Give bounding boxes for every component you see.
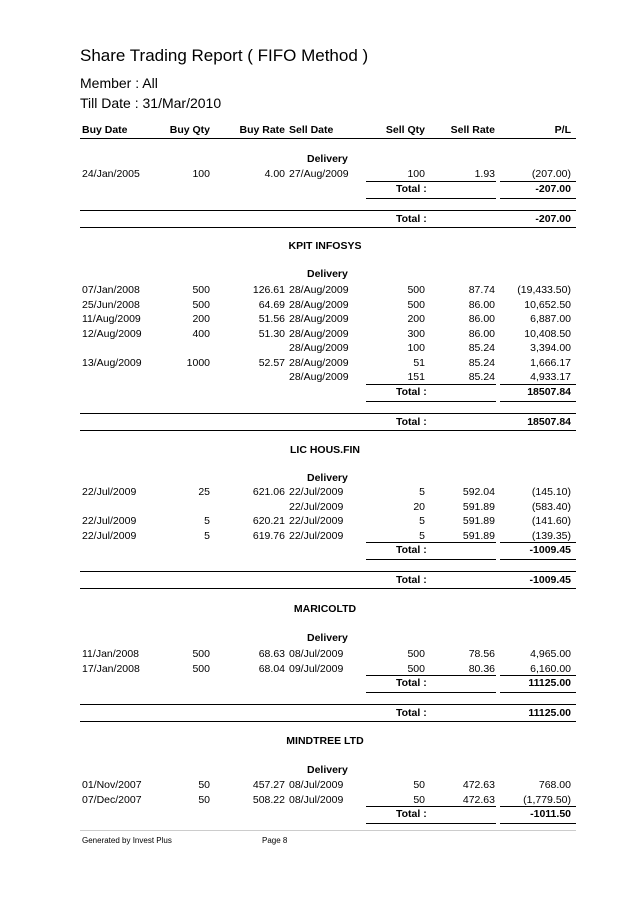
- sell-date-cell: 28/Aug/2009: [289, 327, 349, 340]
- subtotal-underline-right: [500, 559, 576, 560]
- subtotal-rule-left: [366, 675, 496, 676]
- subtotal-label: Total :: [396, 677, 427, 689]
- sell-date-cell: 27/Aug/2009: [289, 168, 349, 180]
- sell-date-cell: 28/Aug/2009: [289, 298, 349, 311]
- pl-cell: 4,965.00: [530, 648, 571, 660]
- subtotal-rule-right: [500, 542, 576, 543]
- sell-rate-cell: 86.00: [468, 327, 495, 340]
- sell-rate-cell: 591.89: [462, 529, 495, 542]
- buy-rate-cell: 620.21: [252, 515, 285, 527]
- buy-qty-cell: 200: [192, 313, 210, 325]
- grand-total-label: Total :: [396, 212, 427, 225]
- grand-total-rule-top: [80, 704, 576, 705]
- sell-rate-cell: 86.00: [468, 298, 495, 311]
- subtotal-underline-left: [366, 692, 496, 693]
- subtotal-underline-right: [500, 198, 576, 199]
- pl-cell: 3,394.00: [530, 342, 571, 354]
- grand-total-value: 11125.00: [528, 707, 571, 719]
- pl-cell: (141.60): [531, 515, 571, 527]
- subtotal-underline-left: [366, 823, 496, 824]
- buy-date-cell: 17/Jan/2008: [82, 662, 140, 675]
- sell-qty-cell: 5: [419, 529, 425, 542]
- sell-rate-cell: 85.24: [468, 371, 495, 383]
- buy-qty-cell: 100: [192, 168, 210, 180]
- sell-date-cell: 22/Jul/2009: [289, 500, 344, 513]
- sell-qty-cell: 500: [407, 662, 425, 675]
- buy-date-cell: 22/Jul/2009: [82, 529, 137, 542]
- sell-qty-cell: 20: [413, 500, 425, 513]
- col-sell-rate: Sell Rate: [450, 124, 495, 136]
- subtotal-rule-right: [500, 181, 576, 182]
- sell-date-cell: 22/Jul/2009: [289, 529, 344, 542]
- member-filter: Member : All: [80, 75, 158, 91]
- sell-date-cell: 22/Jul/2009: [289, 486, 344, 498]
- pl-cell: 6,887.00: [530, 313, 571, 325]
- sell-qty-cell: 100: [407, 168, 425, 180]
- buy-date-cell: 11/Jan/2008: [82, 648, 140, 660]
- buy-rate-cell: 52.57: [258, 356, 285, 369]
- trade-type: Delivery: [307, 764, 348, 776]
- buy-qty-cell: 1000: [186, 356, 210, 369]
- sell-rate-cell: 78.56: [468, 648, 495, 660]
- sell-date-cell: 28/Aug/2009: [289, 284, 349, 296]
- sell-qty-cell: 151: [407, 371, 425, 383]
- subtotal-underline-right: [500, 401, 576, 402]
- col-buy-date: Buy Date: [82, 124, 128, 136]
- pl-cell: (207.00): [531, 168, 571, 180]
- buy-qty-cell: 50: [198, 779, 210, 791]
- sell-date-cell: 28/Aug/2009: [289, 313, 349, 325]
- subtotal-value: -1009.45: [529, 544, 571, 556]
- buy-date-cell: 07/Jan/2008: [82, 284, 140, 296]
- subtotal-underline-right: [500, 823, 576, 824]
- buy-rate-cell: 68.63: [258, 648, 285, 660]
- col-buy-rate: Buy Rate: [239, 124, 285, 136]
- buy-rate-cell: 457.27: [252, 779, 285, 791]
- sell-date-cell: 08/Jul/2009: [289, 648, 344, 660]
- sell-qty-cell: 300: [407, 327, 425, 340]
- buy-rate-cell: 508.22: [252, 793, 285, 806]
- subtotal-label: Total :: [396, 544, 427, 556]
- buy-qty-cell: 400: [192, 327, 210, 340]
- pl-cell: (1,779.50): [523, 793, 571, 806]
- company-name: MINDTREE LTD: [286, 735, 364, 747]
- subtotal-value: 18507.84: [527, 385, 571, 398]
- sell-date-cell: 28/Aug/2009: [289, 342, 349, 354]
- sell-qty-cell: 50: [413, 779, 425, 791]
- grand-total-label: Total :: [396, 707, 427, 719]
- trade-type: Delivery: [307, 632, 348, 644]
- sell-qty-cell: 500: [407, 298, 425, 311]
- col-sell-qty: Sell Qty: [385, 124, 425, 136]
- grand-total-value: -207.00: [535, 212, 571, 225]
- grand-total-rule-top: [80, 210, 576, 211]
- sell-qty-cell: 100: [407, 342, 425, 354]
- sell-rate-cell: 472.63: [462, 793, 495, 806]
- trade-type: Delivery: [307, 268, 348, 280]
- buy-qty-cell: 50: [198, 793, 210, 806]
- grand-total-rule-bottom: [80, 588, 576, 589]
- sell-qty-cell: 200: [407, 313, 425, 325]
- sell-date-cell: 22/Jul/2009: [289, 515, 344, 527]
- grand-total-rule-bottom: [80, 227, 576, 228]
- sell-qty-cell: 500: [407, 648, 425, 660]
- buy-date-cell: 11/Aug/2009: [82, 313, 141, 325]
- footer-rule: [80, 830, 576, 831]
- grand-total-label: Total :: [396, 415, 427, 428]
- buy-rate-cell: 51.30: [258, 327, 285, 340]
- buy-qty-cell: 500: [192, 284, 210, 296]
- sell-rate-cell: 86.00: [468, 313, 495, 325]
- subtotal-rule-right: [500, 675, 576, 676]
- subtotal-underline-left: [366, 559, 496, 560]
- sell-rate-cell: 591.89: [462, 500, 495, 513]
- buy-qty-cell: 5: [204, 529, 210, 542]
- buy-qty-cell: 500: [192, 662, 210, 675]
- trade-type: Delivery: [307, 472, 348, 484]
- subtotal-value: 11125.00: [528, 677, 571, 689]
- footer-generated-by: Generated by Invest Plus: [82, 836, 172, 845]
- buy-date-cell: 22/Jul/2009: [82, 515, 137, 527]
- sell-date-cell: 08/Jul/2009: [289, 793, 344, 806]
- grand-total-value: -1009.45: [529, 574, 571, 586]
- pl-cell: 6,160.00: [530, 662, 571, 675]
- sell-rate-cell: 591.89: [462, 515, 495, 527]
- buy-date-cell: 07/Dec/2007: [82, 793, 142, 806]
- buy-rate-cell: 64.69: [258, 298, 285, 311]
- sell-rate-cell: 85.24: [468, 356, 495, 369]
- subtotal-label: Total :: [396, 808, 427, 820]
- subtotal-label: Total :: [396, 182, 427, 195]
- subtotal-value: -1011.50: [530, 808, 571, 820]
- buy-rate-cell: 619.76: [252, 529, 285, 542]
- sell-rate-cell: 592.04: [462, 486, 495, 498]
- sell-rate-cell: 80.36: [468, 662, 495, 675]
- subtotal-underline-right: [500, 692, 576, 693]
- sell-qty-cell: 5: [419, 486, 425, 498]
- company-name: MARICOLTD: [293, 603, 357, 615]
- subtotal-rule-left: [366, 181, 496, 182]
- pl-cell: (139.35): [531, 529, 571, 542]
- pl-cell: (19,433.50): [517, 284, 571, 296]
- sell-date-cell: 09/Jul/2009: [289, 662, 344, 675]
- buy-qty-cell: 500: [192, 648, 210, 660]
- sell-rate-cell: 1.93: [474, 168, 495, 180]
- header-rule: [80, 138, 576, 139]
- pl-cell: (583.40): [531, 500, 571, 513]
- grand-total-value: 18507.84: [527, 415, 571, 428]
- buy-date-cell: 24/Jan/2005: [82, 168, 140, 180]
- sell-date-cell: 28/Aug/2009: [289, 371, 349, 383]
- pl-cell: 10,652.50: [524, 298, 571, 311]
- buy-date-cell: 13/Aug/2009: [82, 356, 142, 369]
- till-date: Till Date : 31/Mar/2010: [80, 95, 222, 111]
- sell-qty-cell: 500: [407, 284, 425, 296]
- sell-rate-cell: 85.24: [468, 342, 495, 354]
- sell-date-cell: 28/Aug/2009: [289, 356, 349, 369]
- trade-type: Delivery: [307, 153, 348, 165]
- company-name: LIC HOUS.FIN: [290, 444, 360, 456]
- buy-date-cell: 22/Jul/2009: [82, 486, 137, 498]
- sell-qty-cell: 5: [419, 515, 425, 527]
- buy-qty-cell: 25: [198, 486, 210, 498]
- pl-cell: 1,666.17: [530, 356, 571, 369]
- sell-qty-cell: 50: [413, 793, 425, 806]
- buy-date-cell: 25/Jun/2008: [82, 298, 140, 311]
- subtotal-rule-left: [366, 542, 496, 543]
- buy-date-cell: 12/Aug/2009: [82, 327, 142, 340]
- buy-date-cell: 01/Nov/2007: [82, 779, 142, 791]
- grand-total-rule-top: [80, 571, 576, 572]
- grand-total-label: Total :: [396, 574, 427, 586]
- subtotal-rule-left: [366, 806, 496, 807]
- grand-total-rule-bottom: [80, 721, 576, 722]
- grand-total-rule-bottom: [80, 430, 576, 431]
- sell-qty-cell: 51: [413, 356, 425, 369]
- buy-rate-cell: 126.61: [252, 284, 285, 296]
- sell-rate-cell: 472.63: [462, 779, 495, 791]
- subtotal-underline-left: [366, 401, 496, 402]
- buy-qty-cell: 5: [204, 515, 210, 527]
- buy-rate-cell: 68.04: [258, 662, 285, 675]
- buy-rate-cell: 621.06: [252, 486, 285, 498]
- subtotal-value: -207.00: [535, 182, 571, 195]
- subtotal-rule-right: [500, 806, 576, 807]
- pl-cell: (145.10): [531, 486, 571, 498]
- pl-cell: 4,933.17: [530, 371, 571, 383]
- subtotal-rule-left: [366, 384, 496, 385]
- grand-total-rule-top: [80, 413, 576, 414]
- buy-rate-cell: 51.56: [258, 313, 285, 325]
- pl-cell: 768.00: [538, 779, 571, 791]
- buy-rate-cell: 4.00: [264, 168, 285, 180]
- buy-qty-cell: 500: [192, 298, 210, 311]
- sell-date-cell: 08/Jul/2009: [289, 779, 344, 791]
- col-pl: P/L: [554, 124, 571, 136]
- sell-rate-cell: 87.74: [468, 284, 495, 296]
- pl-cell: 10,408.50: [524, 327, 571, 340]
- subtotal-underline-left: [366, 198, 496, 199]
- col-buy-qty: Buy Qty: [169, 124, 210, 136]
- footer-page-number: Page 8: [262, 836, 288, 845]
- report-title: Share Trading Report ( FIFO Method ): [80, 46, 369, 65]
- col-sell-date: Sell Date: [289, 124, 334, 136]
- company-name: KPIT INFOSYS: [288, 240, 362, 252]
- subtotal-label: Total :: [396, 385, 427, 398]
- subtotal-rule-right: [500, 384, 576, 385]
